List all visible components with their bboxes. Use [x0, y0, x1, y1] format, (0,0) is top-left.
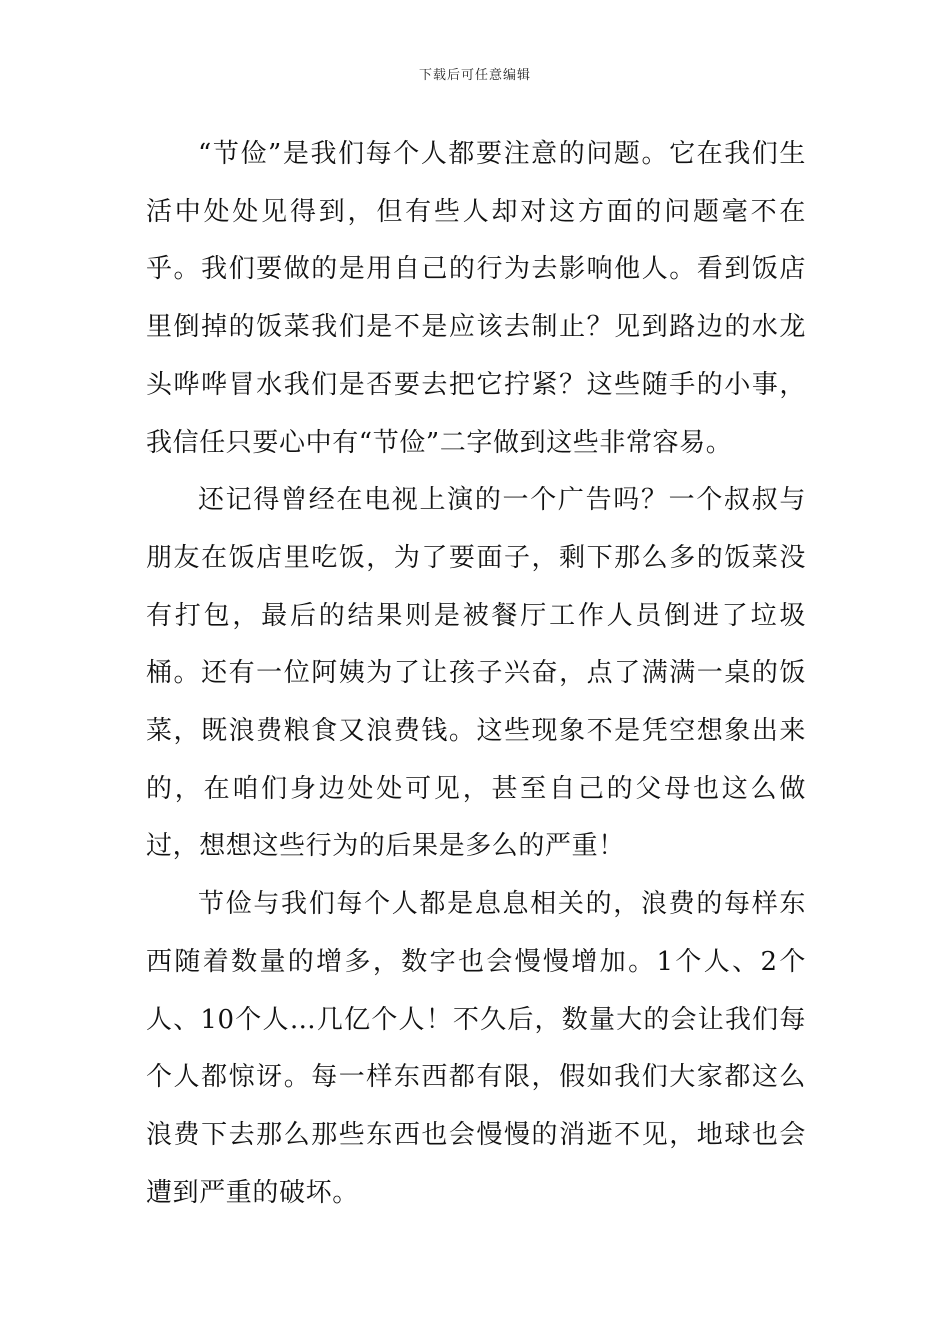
paragraph: 节俭与我们每个人都是息息相关的，浪费的每样东西随着数量的增多，数字也会慢慢增加。1个人、2个人、10个人…几亿个人！不久后，数量大的会让我们每个人都惊讶。每一样东西都有限，假如我们大家都这么浪费下去那么那些东西也会慢慢的消逝不见，地球也会遭到严重的破坏。 [146, 889, 806, 1208]
document-body [146, 126, 806, 1222]
paragraph: “节俭”是我们每个人都要注意的问题。它在我们生活中处处见得到，但有些人却对这方面的问题毫不在乎。我们要做的是用自己的行为去影响他人。看到饭店里倒掉的饭菜我们是不是应该去制止？见到路边的水龙头哗哗冒水我们是否要去把它拧紧？这些随手的小事，我信任只要心中有“节俭”二字做到这些非常容易。 [146, 139, 806, 458]
page-header-note: 下载后可任意编辑 [418, 68, 531, 83]
paragraph: 还记得曾经在电视上演的一个广告吗？一个叔叔与朋友在饭店里吃饭，为了要面子，剩下那么多的饭菜没有打包，最后的结果则是被餐厅工作人员倒进了垃圾桶。还有一位阿姨为了让孩子兴奋，点了满满一桌的饭菜，既浪费粮食又浪费钱。这些现象不是凭空想象出来的，在咱们身边处处可见，甚至自己的父母也这么做过，想想这些行为的后果是多么的严重！ [146, 485, 806, 862]
